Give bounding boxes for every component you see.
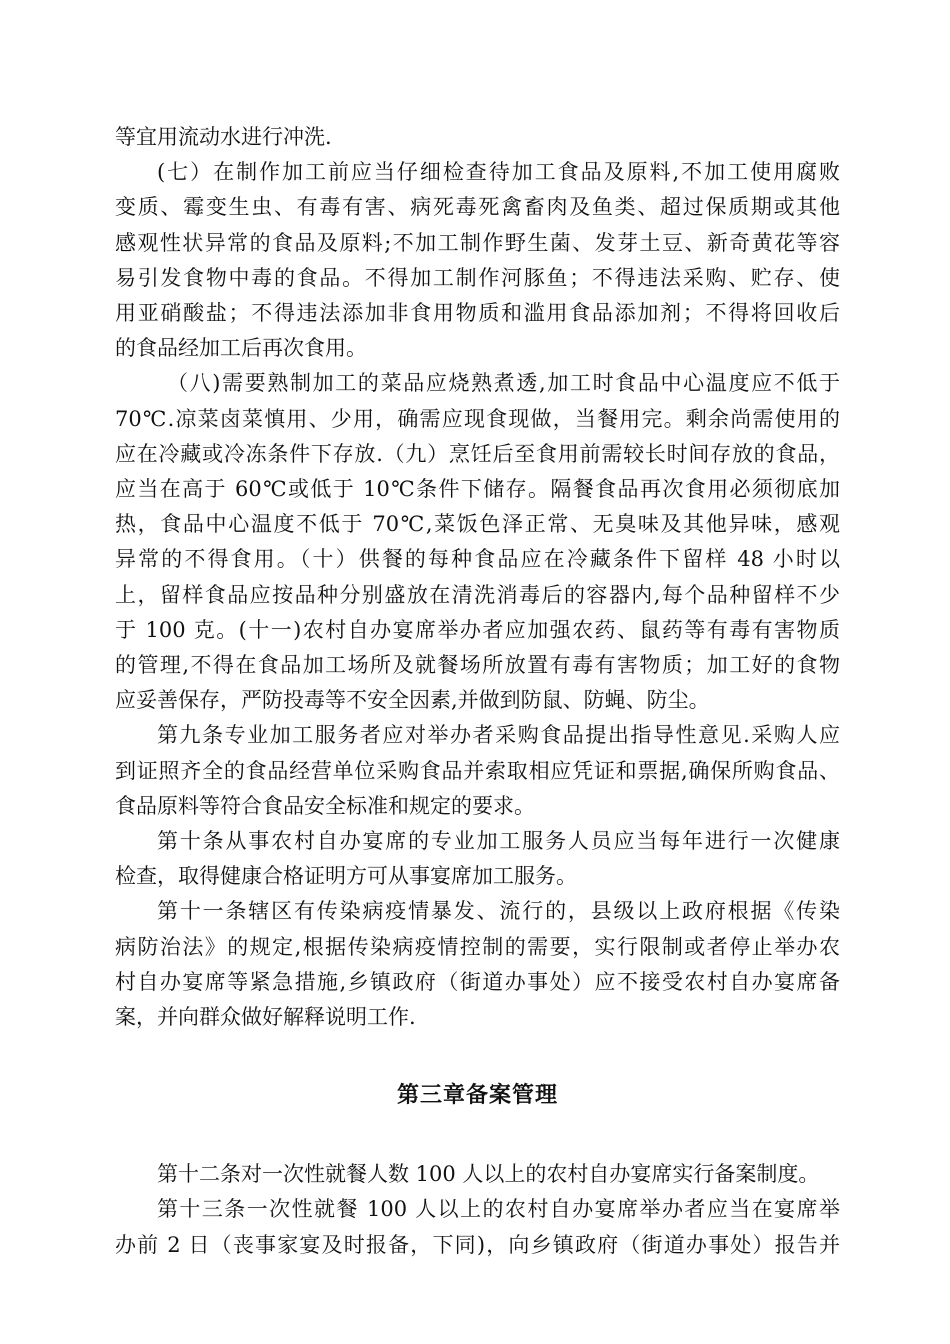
text-line: 应妥善保存，严防投毒等不安全因素,并做到防鼠、防蝇、防尘。 bbox=[115, 688, 710, 713]
text-line: 第九条专业加工服务者应对举办者采购食品提出指导性意见.采购人应 bbox=[157, 723, 840, 748]
text-line: 用亚硝酸盐；不得违法添加非食用物质和滥用食品添加剂；不得将回收后 bbox=[115, 301, 840, 326]
paragraph-article-10 bbox=[115, 824, 840, 894]
text-line: 热，食品中心温度不低于 70℃,菜饭色泽正常、无臭味及其他异味，感观 bbox=[115, 512, 840, 537]
text-line: 案，并向群众做好解释说明工作. bbox=[115, 1005, 416, 1030]
text-line: 到证照齐全的食品经营单位采购食品并索取相应凭证和票据,确保所购食品、 bbox=[115, 758, 840, 783]
paragraph-item-8 bbox=[115, 366, 840, 718]
document-page bbox=[115, 120, 840, 1263]
paragraph-article-12 bbox=[115, 1157, 840, 1192]
text-line: 食品原料等符合食品安全标准和规定的要求。 bbox=[115, 793, 535, 818]
text-line: 上，留样食品应按品种分别盛放在清洗消毒后的容器内,每个品种留样不少 bbox=[115, 582, 840, 607]
paragraph-article-13 bbox=[115, 1192, 840, 1262]
text-line: 第十条从事农村自办宴席的专业加工服务人员应当每年进行一次健康 bbox=[157, 829, 840, 854]
text-line: 70℃.凉菜卤菜慎用、少用，确需应现食现做，当餐用完。剩余尚需使用的 bbox=[115, 406, 840, 431]
text-line: （八)需要熟制加工的菜品应烧熟煮透,加工时食品中心温度应不低于 bbox=[167, 371, 840, 396]
text-line: 等宜用流动水进行冲洗. bbox=[115, 125, 332, 149]
text-line: 办前 2 日（丧事家宴及时报备，下同)，向乡镇政府（街道办事处）报告并 bbox=[115, 1232, 840, 1257]
text-line: 异常的不得食用。（十）供餐的每种食品应在冷藏条件下留样 48 小时以 bbox=[115, 547, 840, 572]
paragraph-article-11 bbox=[115, 894, 840, 1035]
text-line: 第十二条对一次性就餐人数 100 人以上的农村自办宴席实行备案制度。 bbox=[157, 1162, 820, 1187]
text-line: 的食品经加工后再次食用。 bbox=[115, 336, 367, 361]
text-line: 检查，取得健康合格证明方可从事宴席加工服务。 bbox=[115, 864, 577, 889]
paragraph-continuation bbox=[115, 120, 840, 155]
text-line: 病防治法》的规定,根据传染病疫情控制的需要，实行限制或者停止举办农 bbox=[115, 934, 840, 959]
text-line: 于 100 克。(十一)农村自办宴席举办者应加强农药、鼠药等有毒有害物质 bbox=[115, 617, 840, 642]
text-line: 村自办宴席等紧急措施,乡镇政府（街道办事处）应不接受农村自办宴席备 bbox=[115, 969, 840, 994]
text-line: 感观性状异常的食品及原料;不加工制作野生菌、发芽土豆、新奇黄花等容 bbox=[115, 230, 840, 255]
text-line: (七）在制作加工前应当仔细检查待加工食品及原料,不加工使用腐败 bbox=[157, 160, 840, 185]
paragraph-item-7 bbox=[115, 155, 840, 366]
text-line: 第十一条辖区有传染病疫情暴发、流行的，县级以上政府根据《传染 bbox=[157, 899, 840, 924]
paragraph-article-9 bbox=[115, 718, 840, 824]
text-line: 第十三条一次性就餐 100 人以上的农村自办宴席举办者应当在宴席举 bbox=[157, 1197, 840, 1222]
text-line: 的管理,不得在食品加工场所及就餐场所放置有毒有害物质；加工好的食物 bbox=[115, 653, 840, 678]
text-line: 应在冷藏或冷冻条件下存放.（九）烹饪后至食用前需较长时间存放的食品， bbox=[115, 441, 840, 466]
text-line: 变质、霉变生虫、有毒有害、病死毒死禽畜肉及鱼类、超过保质期或其他 bbox=[115, 195, 840, 220]
text-line: 应当在高于 60℃或低于 10℃条件下储存。隔餐食品再次食用必须彻底加 bbox=[115, 477, 840, 502]
text-line: 易引发食物中毒的食品。不得加工制作河豚鱼；不得违法采购、贮存、使 bbox=[115, 265, 840, 290]
chapter-heading: 第三章备案管理 bbox=[396, 1083, 558, 1109]
